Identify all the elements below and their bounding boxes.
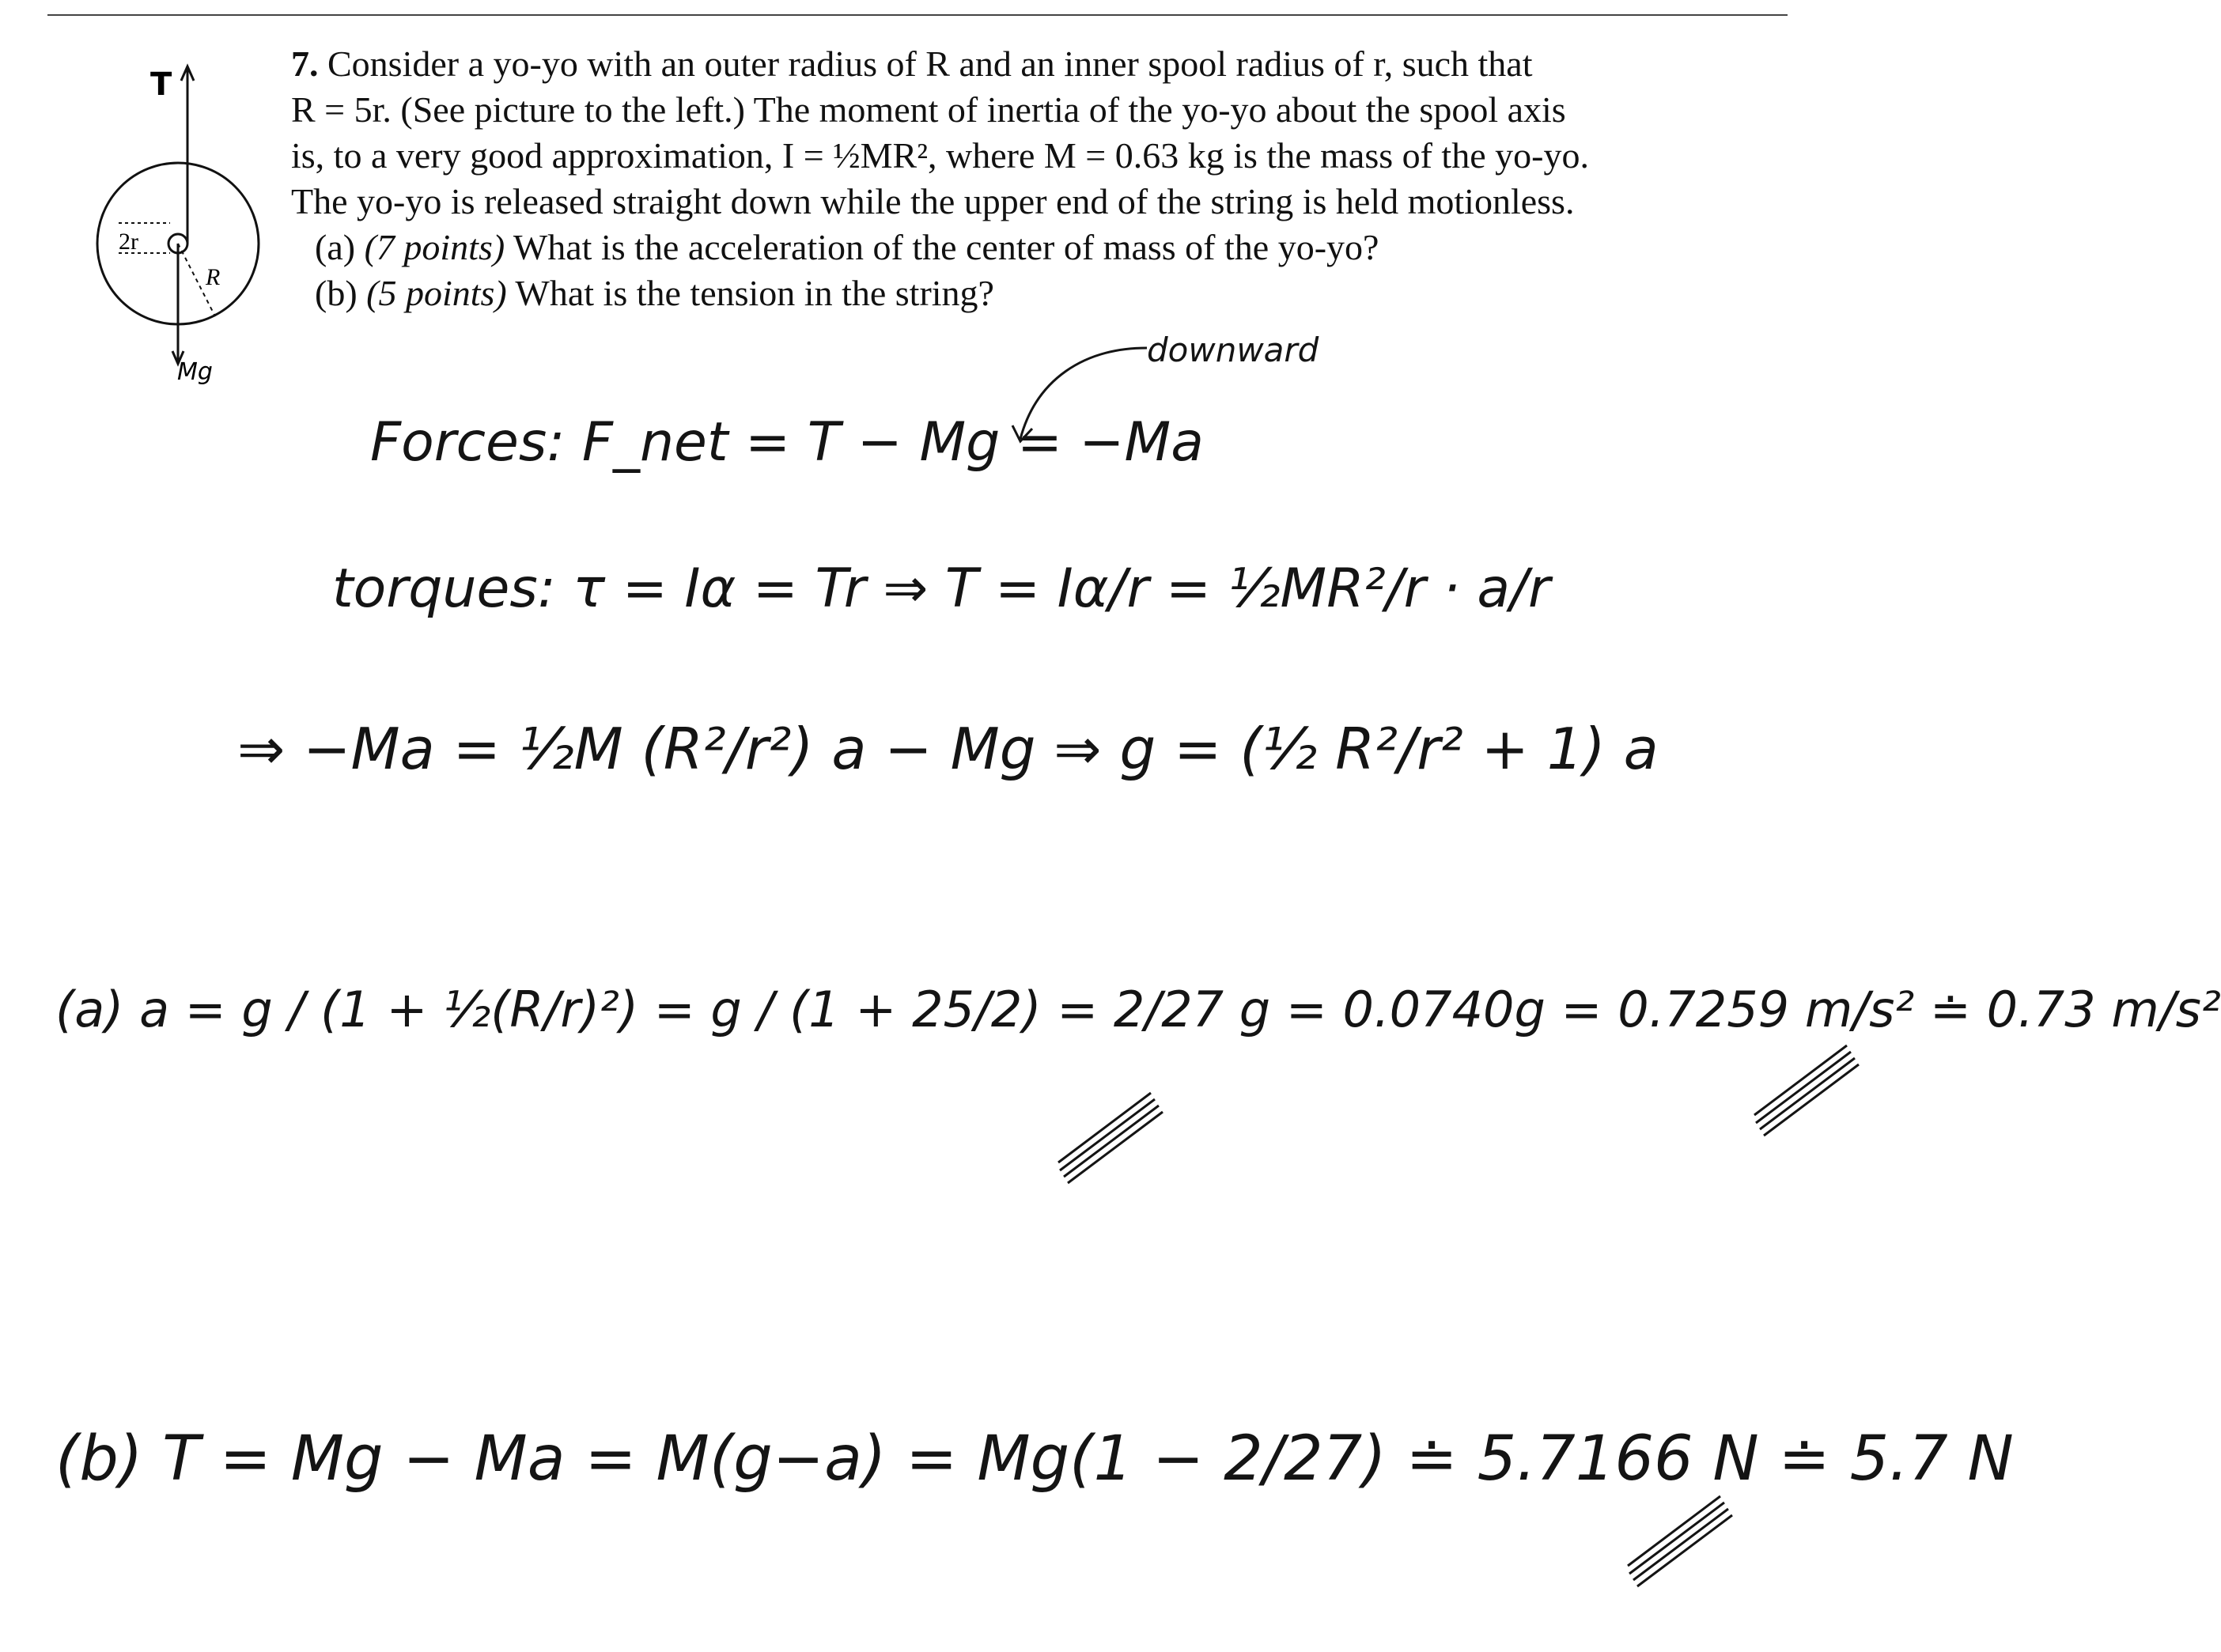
outer-radius-label: R (206, 264, 221, 290)
part-b-answer: (b) T = Mg − Ma = M(g−a) = Mg(1 − 2/27) ≐ 5.7166 N ≐ 5.7 N (55, 1423, 2014, 1495)
hatch-mark-a1 (1052, 1083, 1171, 1186)
problem-line-1 (291, 41, 1739, 87)
part-b-label: (b) (315, 273, 358, 313)
inner-radius-label: 2r (119, 229, 138, 255)
part-a-label: (a) (315, 227, 356, 267)
part-b-question (315, 270, 1739, 316)
torques-equation: torques: τ = Iα = Tr ⇒ T = Iα/r = ½MR²/r · a/r (332, 558, 1550, 620)
problem-line-2: R = 5r. (See picture to the left.) The moment of inertia of the yo-yo about the spool axis (291, 89, 1566, 130)
problem-statement (291, 41, 1739, 316)
derivation-equation: ⇒ −Ma = ½M (R²/r²) a − Mg ⇒ g = (½ R²/r² + 1) a (237, 716, 1659, 782)
problem-text-1: Consider a yo-yo with an outer radius of R and an inner spool radius of r, such that (327, 43, 1533, 84)
part-a-points: (7 points) (364, 227, 505, 267)
forces-equation: Forces: F_net = T − Mg = −Ma (370, 411, 1204, 474)
part-a-answer: (a) a = g / (1 + ½(R/r)²) = g / (1 + 25/2) = 2/27 g = 0.0740g = 0.7259 m/s² ≐ 0.73 m/s² (55, 981, 2221, 1038)
problem-line-4: The yo-yo is released straight down while the upper end of the string is held motionless. (291, 181, 1575, 221)
yoyo-diagram (71, 55, 277, 427)
hatch-mark-a2 (1748, 1036, 1867, 1139)
weight-label: Mg (177, 358, 213, 386)
part-b-text: What is the tension in the string? (515, 273, 994, 313)
part-a-text: What is the acceleration of the center of mass of the yo-yo? (513, 227, 1379, 267)
top-rule (47, 14, 1788, 16)
problem-number: 7. (291, 43, 319, 84)
part-b-points: (5 points) (366, 273, 507, 313)
note-downward: downward (1147, 331, 1319, 369)
part-a-question (315, 225, 1739, 270)
hatch-mark-b (1621, 1487, 1740, 1590)
tension-label: T (150, 66, 172, 103)
problem-line-3: is, to a very good approximation, I = ½MR², where M = 0.63 kg is the mass of the yo-yo. (291, 135, 1589, 176)
